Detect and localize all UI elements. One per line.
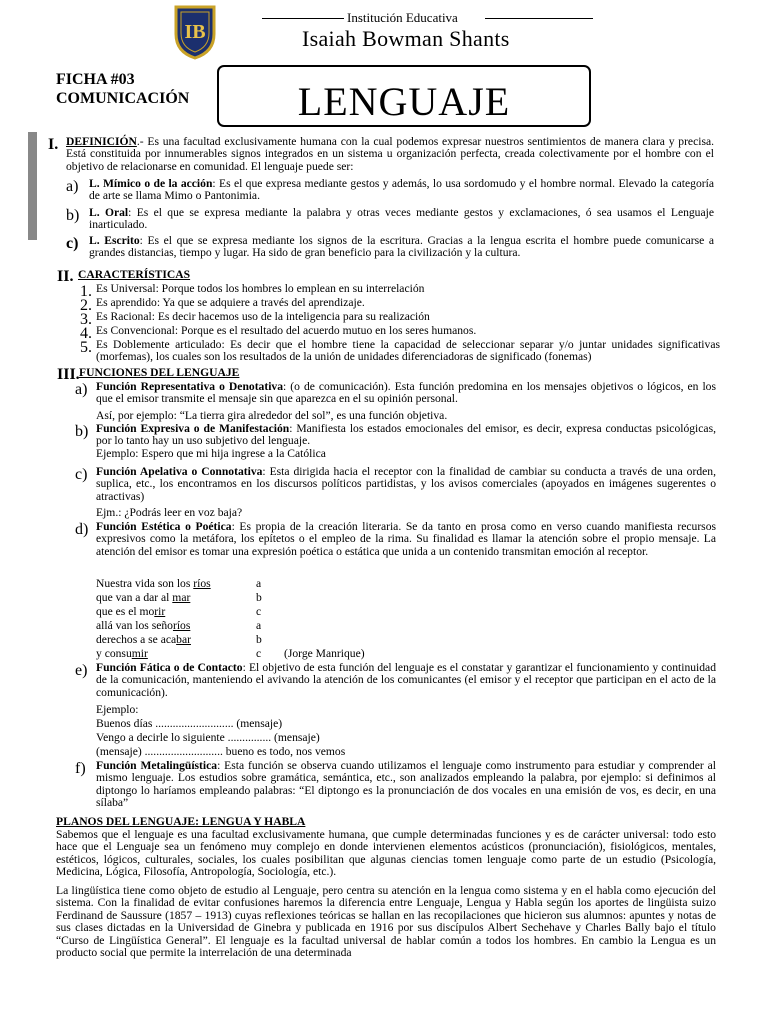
item-letter: b) bbox=[75, 423, 89, 440]
rhyme-letter: c bbox=[256, 647, 262, 660]
poem-line: que van a dar al mar bbox=[96, 591, 191, 604]
item-letter: a) bbox=[75, 381, 88, 398]
poem-line: Nuestra vida son los ríos bbox=[96, 577, 211, 590]
margin-bar bbox=[28, 132, 37, 240]
institution-label: Institución Educativa bbox=[347, 10, 458, 25]
poem-author: (Jorge Manrique) bbox=[284, 647, 365, 660]
example-label: Ejemplo: bbox=[96, 703, 139, 716]
poem-line: derechos a se acabar bbox=[96, 633, 191, 646]
characteristic-item: Es Racional: Es decir hacemos uso de la inteligencia para su realización bbox=[96, 310, 430, 323]
school-name: Isaiah Bowman Shants bbox=[302, 26, 510, 51]
item-letter: c) bbox=[66, 235, 79, 252]
rhyme-letter: a bbox=[256, 577, 262, 590]
item-letter: d) bbox=[75, 521, 89, 538]
section-definicion-heading: DEFINICIÓN bbox=[66, 135, 137, 148]
rhyme-letter: b bbox=[256, 591, 262, 604]
example-line: Vengo a decirle lo siguiente ............... (mensaje) bbox=[96, 731, 320, 744]
function-expresiva: Función Expresiva o de Manifestación: Manifiesta los estados emocionales del emisor, es decir, expresa conductas psicológicas, por lo tanto hay un uso subjetivo del lenguaje. bbox=[96, 422, 716, 448]
poem-line: y consumir bbox=[96, 647, 148, 660]
poem-line: que es el morir bbox=[96, 605, 166, 618]
characteristic-item: Es Universal: Porque todos los hombres lo emplean en su interrelación bbox=[96, 282, 425, 295]
poem-line: allá van los señoríos bbox=[96, 619, 191, 632]
section-funciones-number: III. bbox=[57, 366, 80, 383]
list-number: 3. bbox=[80, 311, 92, 328]
rhyme-letter: c bbox=[256, 605, 262, 618]
section-caracteristicas-number: II. bbox=[57, 268, 74, 285]
function-example: Así, por ejemplo: “La tierra gira alrededor del sol”, es una función objetiva. bbox=[96, 409, 448, 422]
function-fatica: Función Fática o de Contacto: El objetivo de esta función del lenguaje es el constatar y garantizar el funcionamiento y continuidad de la comunicación, manteniendo el avivando la atención de los comunicantes (el emisor y el receptor que participan en el acto de la comunicación). bbox=[96, 661, 716, 699]
list-number: 2. bbox=[80, 297, 92, 314]
characteristic-item: Es aprendido: Ya que se adquiere a través del aprendizaje. bbox=[96, 296, 365, 309]
function-metalinguistica: Función Metalingüística: Esta función se observa cuando utilizamos el lenguaje como instrumento para estudiar y comprender al mismo lenguaje. Los estudios sobre gramática, semántica, etc., son analizados empleando la palabra, por ejemplo: si definimos al diptongo lo haríamos empleando palabras: “El diptongo es la pronunciación de dos vocales en una emisión de vos, es decir, en una sílaba” bbox=[96, 759, 716, 810]
section-planos-heading: PLANOS DEL LENGUAJE: LENGUA Y HABLA bbox=[56, 815, 306, 828]
item-letter: c) bbox=[75, 466, 88, 483]
section-definicion-number: I. bbox=[48, 136, 59, 153]
definition-item-mimico: L. Mímico o de la acción: Es el que expresa mediante gestos y además, lo usa sordomudo y el hombre normal. Elevado la categoría de arte se llama Mimo o Pantonimia. bbox=[89, 177, 714, 203]
example-line: Buenos días ........................... (mensaje) bbox=[96, 717, 283, 730]
characteristic-item: Es Doblemente articulado: Es decir que el hombre tiene la capacidad de seleccionar separar y/o juntar unidades significativas (morfemas), los cuales son los resultados de la unión de unidades diferenciadoras de significado (fonemas) bbox=[96, 338, 720, 364]
function-apelativa: Función Apelativa o Connotativa: Esta dirigida hacia el receptor con la finalidad de cambiar su conducta a través de una orden, suplica, etc., los encontramos en los discursos políticos partidistas, y los avisos comerciales (apoyados en imágenes sugerentes o atractivas) bbox=[96, 465, 716, 503]
characteristic-item: Es Convencional: Porque es el resultado del acuerdo mutuo en los seres humanos. bbox=[96, 324, 477, 337]
header-rule-left bbox=[262, 18, 344, 19]
definition-item-escrito: L. Escrito: Es el que se expresa mediante los signos de la escritura. Gracias a la lengua escrita el hombre puede comunicarse a grandes distancias, tiempo y lugar. Ha sido de gran beneficio para la civilización y la cultura. bbox=[89, 234, 714, 260]
item-letter: b) bbox=[66, 207, 80, 224]
function-example: Ejemplo: Espero que mi hija ingrese a la Católica bbox=[96, 447, 326, 460]
list-number: 1. bbox=[80, 283, 92, 300]
rhyme-letter: a bbox=[256, 619, 262, 632]
section-caracteristicas-heading: CARACTERÍSTICAS bbox=[78, 268, 191, 281]
logo-monogram: IB bbox=[184, 21, 206, 43]
item-letter: a) bbox=[66, 178, 79, 195]
function-representativa: Función Representativa o Denotativa: (o de comunicación). Esta función predomina en los mensajes objetivos o lógicos, en los que el emisor transmite el mensaje sin que aparezca en el su opinión personal. bbox=[96, 380, 716, 406]
item-letter: e) bbox=[75, 662, 88, 679]
page-title: LENGUAJE bbox=[297, 79, 511, 124]
ficha-subject: COMUNICACIÓN bbox=[56, 90, 190, 107]
ficha-block bbox=[56, 70, 189, 108]
ficha-number: FICHA #03 bbox=[56, 71, 135, 88]
example-line: (mensaje) ........................... bueno es todo, nos vemos bbox=[96, 745, 346, 758]
rhyme-letter: b bbox=[256, 633, 262, 646]
section-definicion-intro: DEFINICIÓN.- Es una facultad exclusivamente humana con la cual podemos expresar nuestros sentimientos de manera clara y precisa. Está constituida por innumerables signos integrados en un sistema u organización perfecta, creada colectivamente por el hombre con el objetivo de relacionarse en comunidad. El lenguaje puede ser: bbox=[66, 135, 714, 173]
item-letter: f) bbox=[75, 760, 86, 777]
planos-paragraph-2: La lingüística tiene como objeto de estudio al Lenguaje, pero centra su atención en la lengua como sistema y en el habla como ejecución del sistema. Con la finalidad de evitar confusiones haremos la diferencia entre Lenguaje, Lengua y Habla según los aportes de lingüista suizo Ferdinand de Saussure (1857 – 1913) cuyas reflexiones teóricas se hallan en las recopilaciones que hicieron sus alumnos: apuntes y notas de sus clases dictadas en la Universidad de Ginebra y publicada en 1916 por sus discípulos Albert Sechehave y Charles Bally bajo el título “Curso de Lingüística General”. El lenguaje es la facultad universal de hablar común a todos los hombres. En cambio la Lengua es un producto social que permite la interrelación de una determinada bbox=[56, 884, 717, 960]
list-number: 5. bbox=[80, 339, 92, 356]
section-funciones-heading: FUNCIONES DEL LENGUAJE bbox=[79, 366, 240, 379]
list-number: 4. bbox=[80, 325, 92, 342]
function-poetica: Función Estética o Poética: Es propia de la creación literaria. Se da tanto en prosa como en verso cuando manifiesta recursos expresivos como la metáfora, los epítetos o el empleo de la rima. Su finalidad es llamar la atención sobre el propio mensaje. La atención del emisor es tomar una expresión poética o estática que unida a un contenido transmitan emoción al receptor. bbox=[96, 520, 716, 558]
definition-item-oral: L. Oral: Es el que se expresa mediante la palabra y otras veces mediante gestos y exclamaciones, ó sea usamos el Lenguaje inarticulado. bbox=[89, 206, 714, 232]
school-crest-logo bbox=[172, 4, 218, 60]
header-rule-right bbox=[485, 18, 593, 19]
planos-paragraph-1: Sabemos que el lenguaje es una facultad exclusivamente humana, que cumple determinadas funciones y es de carácter universal: todo esto hace que el Lenguaje sea un fenómeno muy complejo en donde intervienen elementos acústicos (pronunciación), fisiológicos, mentales, estéticos, lógicos, culturales, sociales, los cuales posibilitan que algunas ciencias tomen lenguaje como parte de un estudio (Psicología, Medicina, Lógica, Filosofía, Antropología, Sociología, etc.). bbox=[56, 828, 716, 879]
title-box bbox=[217, 65, 591, 127]
function-example: Ejm.: ¿Podrás leer en voz baja? bbox=[96, 506, 243, 519]
